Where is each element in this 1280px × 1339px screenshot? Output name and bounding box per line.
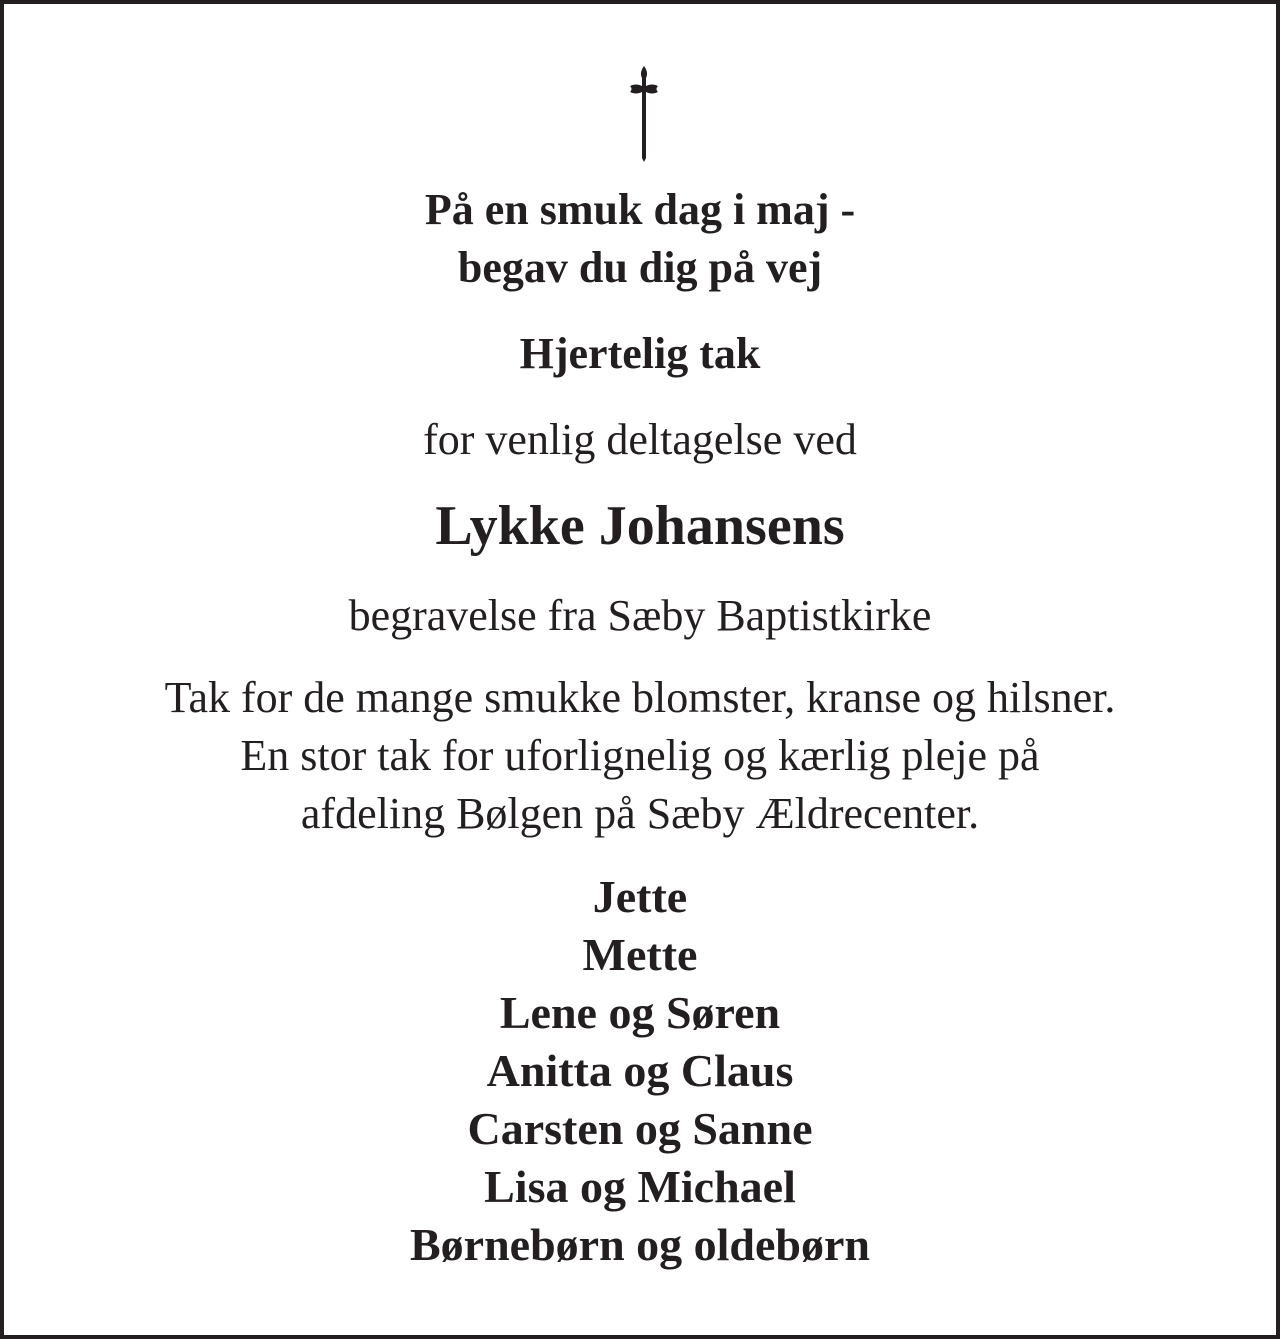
signer-4: Anitta og Claus [486, 1045, 794, 1096]
signer-1: Jette [592, 871, 688, 922]
signer-6: Lisa og Michael [484, 1161, 796, 1212]
heading-thanks: Hjertelig tak [519, 329, 761, 378]
verse-line-2: begav du dig på vej [457, 243, 823, 292]
signer-7: Børnebørn og oldebørn [409, 1219, 871, 1270]
message-line-2: En stor tak for uforlignelig og kærlig pleje på [240, 731, 1040, 780]
deceased-name: Lykke Johansens [435, 495, 845, 557]
cross-icon [620, 66, 668, 162]
signer-5: Carsten og Sanne [467, 1103, 813, 1154]
verse-line-1: På en smuk dag i maj - [424, 185, 856, 234]
message-line-1: Tak for de mange smukke blomster, kranse og hilsner. [164, 673, 1116, 722]
intro-text: for venlig deltagelse ved [423, 415, 857, 464]
message-line-3: afdeling Bølgen på Sæby Ældrecenter. [300, 789, 980, 838]
ceremony-text: begravelse fra Sæby Baptistkirke [348, 591, 932, 640]
signer-3: Lene og Søren [499, 987, 781, 1038]
signer-2: Mette [582, 929, 698, 980]
